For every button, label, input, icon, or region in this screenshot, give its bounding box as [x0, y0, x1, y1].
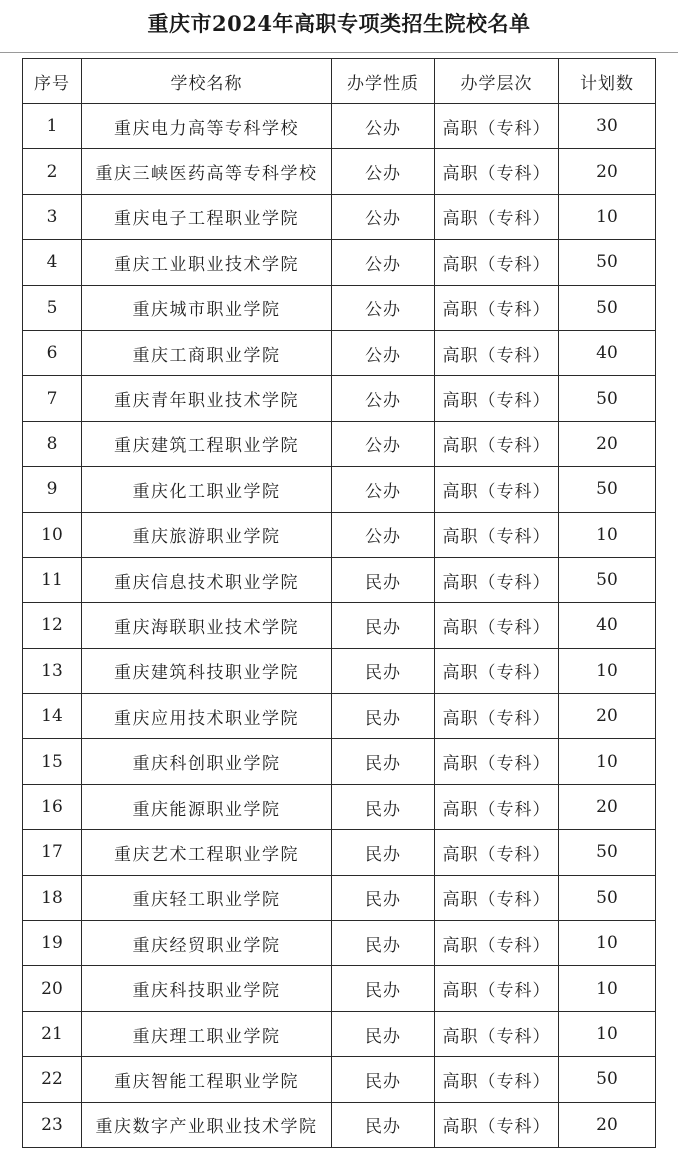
school-level-cell: 高职（专科） — [435, 149, 559, 194]
serial-number-cell: 21 — [23, 1011, 82, 1056]
plan-count-cell: 50 — [559, 1057, 656, 1102]
table-row — [23, 830, 656, 875]
table-row — [23, 1057, 656, 1102]
serial-number-cell: 16 — [23, 784, 82, 829]
school-type-cell: 公办 — [332, 512, 435, 557]
serial-number-cell: 22 — [23, 1057, 82, 1102]
table-row — [23, 330, 656, 375]
school-name-cell: 重庆数字产业职业技术学院 — [82, 1102, 332, 1147]
school-level-cell: 高职（专科） — [435, 467, 559, 512]
school-name-cell: 重庆科创职业学院 — [82, 739, 332, 784]
table-header — [23, 59, 656, 104]
school-type-cell: 民办 — [332, 921, 435, 966]
serial-number-cell: 3 — [23, 194, 82, 239]
plan-count-cell: 20 — [559, 784, 656, 829]
table-row — [23, 694, 656, 739]
school-level-cell: 高职（专科） — [435, 830, 559, 875]
school-type-cell: 民办 — [332, 694, 435, 739]
school-name-cell: 重庆应用技术职业学院 — [82, 694, 332, 739]
school-type-cell: 公办 — [332, 421, 435, 466]
school-name-cell: 重庆工业职业技术学院 — [82, 240, 332, 285]
school-name-cell: 重庆海联职业技术学院 — [82, 603, 332, 648]
school-level-cell: 高职（专科） — [435, 966, 559, 1011]
school-type-cell: 公办 — [332, 194, 435, 239]
header-school-level: 办学层次 — [435, 59, 559, 104]
school-type-cell: 民办 — [332, 648, 435, 693]
table-row — [23, 921, 656, 966]
serial-number-cell: 2 — [23, 149, 82, 194]
plan-count-cell: 50 — [559, 240, 656, 285]
school-name-cell: 重庆能源职业学院 — [82, 784, 332, 829]
serial-number-cell: 23 — [23, 1102, 82, 1147]
school-level-cell: 高职（专科） — [435, 1102, 559, 1147]
plan-count-cell: 10 — [559, 194, 656, 239]
table-row — [23, 603, 656, 648]
plan-count-cell: 50 — [559, 830, 656, 875]
header-school-name: 学校名称 — [82, 59, 332, 104]
school-level-cell: 高职（专科） — [435, 330, 559, 375]
table-row — [23, 966, 656, 1011]
plan-count-cell: 10 — [559, 966, 656, 1011]
school-level-cell: 高职（专科） — [435, 194, 559, 239]
school-name-cell: 重庆经贸职业学院 — [82, 921, 332, 966]
school-name-cell: 重庆智能工程职业学院 — [82, 1057, 332, 1102]
school-type-cell: 公办 — [332, 104, 435, 149]
table-row — [23, 240, 656, 285]
school-level-cell: 高职（专科） — [435, 285, 559, 330]
serial-number-cell: 13 — [23, 648, 82, 693]
plan-count-cell: 50 — [559, 285, 656, 330]
table-row — [23, 557, 656, 602]
school-level-cell: 高职（专科） — [435, 648, 559, 693]
header-row — [23, 59, 656, 104]
school-name-cell: 重庆建筑工程职业学院 — [82, 421, 332, 466]
serial-number-cell: 19 — [23, 921, 82, 966]
school-level-cell: 高职（专科） — [435, 875, 559, 920]
school-name-cell: 重庆工商职业学院 — [82, 330, 332, 375]
table-row — [23, 512, 656, 557]
table-row — [23, 784, 656, 829]
serial-number-cell: 9 — [23, 467, 82, 512]
table-row — [23, 739, 656, 784]
serial-number-cell: 1 — [23, 104, 82, 149]
plan-count-cell: 10 — [559, 739, 656, 784]
serial-number-cell: 15 — [23, 739, 82, 784]
school-level-cell: 高职（专科） — [435, 1011, 559, 1056]
school-type-cell: 公办 — [332, 330, 435, 375]
school-name-cell: 重庆理工职业学院 — [82, 1011, 332, 1056]
school-name-cell: 重庆轻工职业学院 — [82, 875, 332, 920]
school-type-cell: 民办 — [332, 739, 435, 784]
school-name-cell: 重庆建筑科技职业学院 — [82, 648, 332, 693]
school-type-cell: 民办 — [332, 830, 435, 875]
header-school-type: 办学性质 — [332, 59, 435, 104]
table-row — [23, 149, 656, 194]
serial-number-cell: 11 — [23, 557, 82, 602]
serial-number-cell: 7 — [23, 376, 82, 421]
school-name-cell: 重庆旅游职业学院 — [82, 512, 332, 557]
table-row — [23, 104, 656, 149]
school-level-cell: 高职（专科） — [435, 739, 559, 784]
school-type-cell: 民办 — [332, 875, 435, 920]
title-bar — [0, 0, 678, 53]
plan-count-cell: 40 — [559, 330, 656, 375]
page-title: 重庆市2024年高职专项类招生院校名单 — [147, 11, 531, 36]
serial-number-cell: 5 — [23, 285, 82, 330]
school-level-cell: 高职（专科） — [435, 1057, 559, 1102]
header-serial-number: 序号 — [23, 59, 82, 104]
table-body — [23, 104, 656, 1148]
serial-number-cell: 6 — [23, 330, 82, 375]
school-type-cell: 民办 — [332, 784, 435, 829]
table-row — [23, 648, 656, 693]
table-row — [23, 1011, 656, 1056]
school-name-cell: 重庆三峡医药高等专科学校 — [82, 149, 332, 194]
serial-number-cell: 8 — [23, 421, 82, 466]
school-type-cell: 民办 — [332, 966, 435, 1011]
table-row — [23, 285, 656, 330]
school-name-cell: 重庆电子工程职业学院 — [82, 194, 332, 239]
school-type-cell: 民办 — [332, 557, 435, 602]
school-level-cell: 高职（专科） — [435, 694, 559, 739]
table-row — [23, 467, 656, 512]
plan-count-cell: 50 — [559, 467, 656, 512]
school-level-cell: 高职（专科） — [435, 603, 559, 648]
school-type-cell: 民办 — [332, 1102, 435, 1147]
school-name-cell: 重庆城市职业学院 — [82, 285, 332, 330]
plan-count-cell: 40 — [559, 603, 656, 648]
school-type-cell: 公办 — [332, 285, 435, 330]
school-name-cell: 重庆青年职业技术学院 — [82, 376, 332, 421]
plan-count-cell: 20 — [559, 694, 656, 739]
school-type-cell: 公办 — [332, 376, 435, 421]
header-plan-count: 计划数 — [559, 59, 656, 104]
school-level-cell: 高职（专科） — [435, 557, 559, 602]
serial-number-cell: 14 — [23, 694, 82, 739]
serial-number-cell: 20 — [23, 966, 82, 1011]
table-row — [23, 194, 656, 239]
plan-count-cell: 50 — [559, 376, 656, 421]
school-level-cell: 高职（专科） — [435, 512, 559, 557]
plan-count-cell: 20 — [559, 421, 656, 466]
plan-count-cell: 10 — [559, 648, 656, 693]
school-type-cell: 公办 — [332, 467, 435, 512]
school-list-table — [22, 58, 656, 1148]
table-row — [23, 875, 656, 920]
school-name-cell: 重庆信息技术职业学院 — [82, 557, 332, 602]
table-row — [23, 421, 656, 466]
school-type-cell: 公办 — [332, 149, 435, 194]
school-name-cell: 重庆科技职业学院 — [82, 966, 332, 1011]
school-level-cell: 高职（专科） — [435, 240, 559, 285]
plan-count-cell: 20 — [559, 149, 656, 194]
school-type-cell: 民办 — [332, 1011, 435, 1056]
school-level-cell: 高职（专科） — [435, 421, 559, 466]
serial-number-cell: 18 — [23, 875, 82, 920]
serial-number-cell: 10 — [23, 512, 82, 557]
serial-number-cell: 17 — [23, 830, 82, 875]
plan-count-cell: 30 — [559, 104, 656, 149]
serial-number-cell: 12 — [23, 603, 82, 648]
school-type-cell: 公办 — [332, 240, 435, 285]
table-row — [23, 376, 656, 421]
plan-count-cell: 50 — [559, 875, 656, 920]
school-level-cell: 高职（专科） — [435, 784, 559, 829]
school-level-cell: 高职（专科） — [435, 921, 559, 966]
plan-count-cell: 10 — [559, 1011, 656, 1056]
serial-number-cell: 4 — [23, 240, 82, 285]
plan-count-cell: 10 — [559, 921, 656, 966]
school-level-cell: 高职（专科） — [435, 104, 559, 149]
school-name-cell: 重庆化工职业学院 — [82, 467, 332, 512]
school-name-cell: 重庆艺术工程职业学院 — [82, 830, 332, 875]
school-type-cell: 民办 — [332, 603, 435, 648]
school-type-cell: 民办 — [332, 1057, 435, 1102]
table-row — [23, 1102, 656, 1147]
plan-count-cell: 50 — [559, 557, 656, 602]
plan-count-cell: 20 — [559, 1102, 656, 1147]
school-name-cell: 重庆电力高等专科学校 — [82, 104, 332, 149]
plan-count-cell: 10 — [559, 512, 656, 557]
school-level-cell: 高职（专科） — [435, 376, 559, 421]
